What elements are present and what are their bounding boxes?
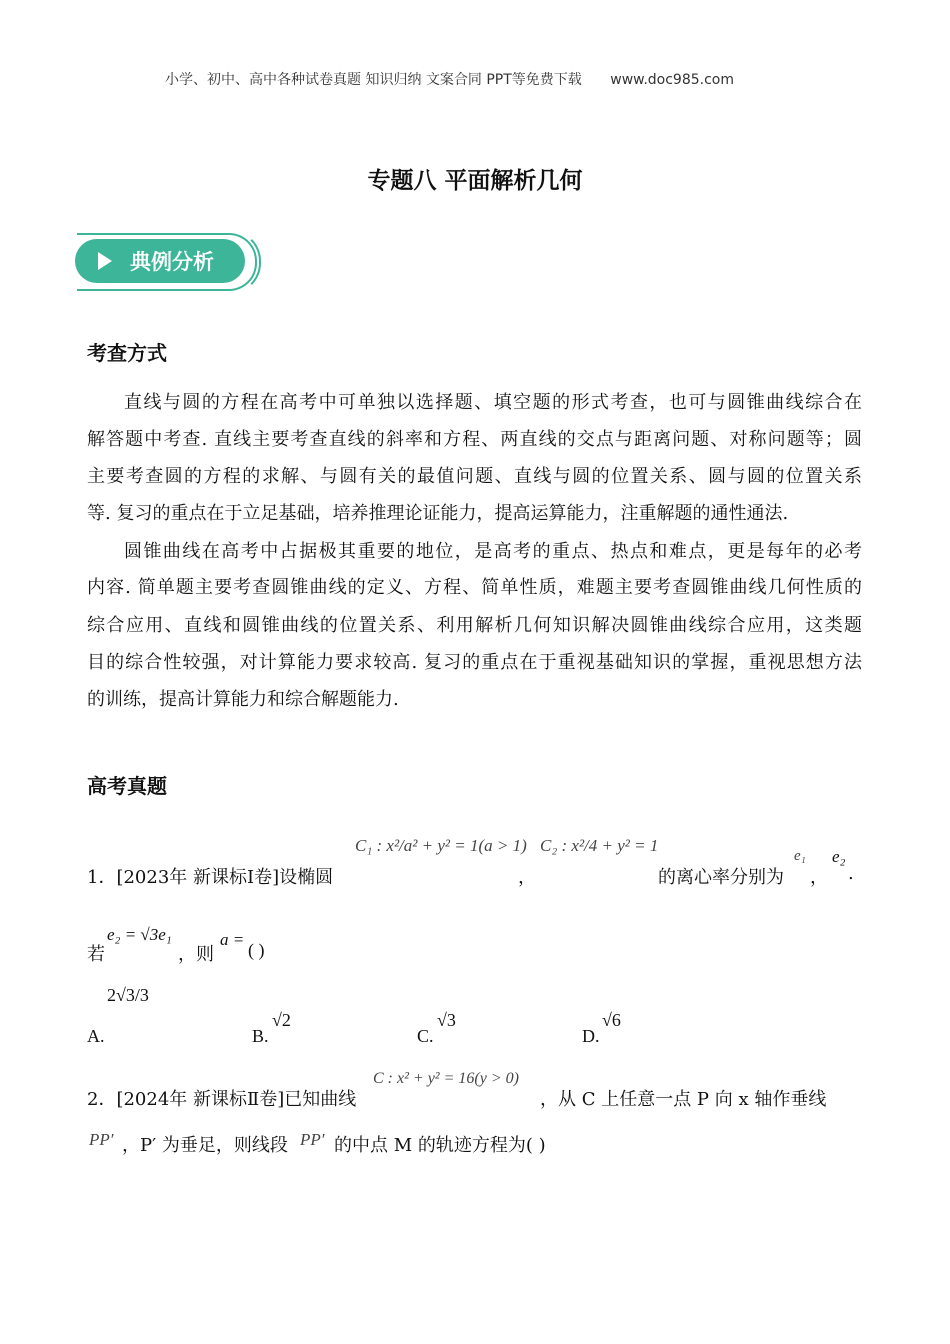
- q1-comma: ，: [518, 867, 536, 888]
- q2-rest3: 的中点 M 的轨迹方程为( ): [334, 1135, 546, 1156]
- q1-option-b-value: √2: [272, 1010, 291, 1030]
- paragraph-line: 的训练，提高计算能力和综合解题能力.: [87, 689, 399, 710]
- paragraph-line: 等. 复习的重点在于立足基础，培养推理论证能力，提高运算能力，注重解题的通性通法.: [87, 503, 789, 524]
- q1-ask: a =: [220, 930, 245, 949]
- q1-prefix: 1．[2023年 新课标Ⅰ卷]设椭圆: [87, 867, 334, 888]
- badge-label: 典例分析: [130, 250, 214, 274]
- q1-answer-paren: ( ): [248, 940, 265, 960]
- paragraph-line: 目的综合性较强，对计算能力要求较高. 复习的重点在于重视基础知识的掌握，重视思想方法: [87, 652, 862, 673]
- paragraph-line: 主要考查圆的方程的求解、与圆有关的最值问题、直线与圆的位置关系、圆与圆的位置关系: [87, 466, 862, 487]
- q1-then: ，则: [178, 944, 214, 965]
- play-icon: [98, 252, 112, 270]
- q1-option-d-value: √6: [602, 1010, 621, 1030]
- q1-ellipse-c2: C₂ : x²/4 + y² = 1: [540, 836, 659, 855]
- q1-ellipse-c1: C₁ : x²/a² + y² = 1(a > 1): [355, 836, 527, 855]
- q1-option-c-label[interactable]: C.: [417, 1026, 434, 1046]
- page-title: 专题八 平面解析几何: [367, 168, 583, 194]
- header-url[interactable]: www.doc985.com: [610, 72, 734, 88]
- paragraph-line: 圆锥曲线在高考中占据极其重要的地位，是高考的重点、热点和难点，更是每年的必考: [124, 541, 862, 562]
- q2-prefix: 2．[2024年 新课标Ⅱ卷]已知曲线: [87, 1089, 357, 1110]
- paragraph-line: 直线与圆的方程在高考中可单独以选择题、填空题的形式考查，也可与圆锥曲线综合在: [124, 392, 862, 413]
- q2-pp2: PP′: [300, 1130, 325, 1149]
- q2-rest1: ，从 C 上任意一点 P 向 x 轴作垂线: [540, 1089, 827, 1110]
- q2-rest2: ，P′ 为垂足，则线段: [122, 1135, 288, 1156]
- q1-if: 若: [87, 944, 105, 965]
- q1-option-a-label[interactable]: A.: [87, 1026, 105, 1046]
- q1-option-c-value: √3: [437, 1010, 456, 1030]
- q1-option-d-label[interactable]: D.: [582, 1026, 600, 1046]
- q1-condition: e₂ = √3e₁: [107, 925, 172, 944]
- q1-option-b-label[interactable]: B.: [252, 1026, 269, 1046]
- q1-mid-text: 的离心率分别为: [658, 867, 784, 888]
- q2-pp: PP′: [89, 1130, 114, 1149]
- header-text: 小学、初中、高中各种试卷真题 知识归纳 文案合同 PPT等免费下载: [165, 72, 582, 88]
- page-header: [165, 69, 734, 89]
- q1-option-a-value: 2√3/3: [107, 985, 149, 1005]
- document-page: 小学、初中、高中各种试卷真题 知识归纳 文案合同 PPT等免费下载 www.doc985.com 专题八 平面解析几何 典例分析 考查方式 直线与圆的方程在高考中可单独以选择题、填空题的形式考查，也可与圆锥曲线综合在 解答题中考查. 直线主要考查直线的斜率和方程、两直线的交点与距离问题、对称问题等；圆 主要考查圆的方程的求解、与圆有关的最值问题、直线与圆的位置关系、圆与圆的位置关系 等. 复习的重点在于立足基础，培养推理论证能力，提高运算能力，注重解题的通性通法. 圆锥曲线在高考中占据极其重要的地位，是高考的重点、热点和难点，更是每年的必考 内容. 简单题主要考查圆锥曲线的定义、方程、简单性质，难题主要考查圆锥曲线几何性质的 综合应用、直线和圆锥曲线的位置关系、利用解析几何知识解决圆锥曲线综合应用，这类题 目的综合性较强，对计算能力要求较高. 复习的重点在于重视基础知识的掌握，重视思想方法 的训练，提高计算能力和综合解题能力. 高考真题 1．[2023年 新课标Ⅰ卷]设椭圆 C₁ : x²/a² + y² = 1(a > 1) ， C₂ : x²/4 + y² = 1 的离心率分别为 e₁ ， e₂ . 若 e₂ = √3e₁ ，则 a = ( ) A. 2√3/3 B. √2 C. √3 D. √6 2．[2024年 新课标Ⅱ卷]已知曲线 C : x² + y² = 16(y > 0) ，从 C 上任意一点 P 向 x 轴作垂线 PP′ ，P′ 为垂足，则线段 PP′ 的中点 M 的轨迹方程为( ): [0, 0, 950, 1344]
- q1-e1: e₁: [794, 848, 806, 864]
- paragraph-line: 解答题中考查. 直线主要考查直线的斜率和方程、两直线的交点与距离问题、对称问题等；圆: [87, 429, 862, 450]
- section-badge: [75, 232, 259, 290]
- section-heading-exam-questions: 高考真题: [87, 774, 167, 798]
- section-heading-exam-method: 考查方式: [87, 341, 167, 365]
- paragraph-line: 内容. 简单题主要考查圆锥曲线的定义、方程、简单性质，难题主要考查圆锥曲线几何性质的: [87, 577, 862, 598]
- paragraph-line: 综合应用、直线和圆锥曲线的位置关系、利用解析几何知识解决圆锥曲线综合应用，这类题: [87, 615, 862, 636]
- q1-e2: e₂: [832, 847, 846, 866]
- q2-curve: C : x² + y² = 16(y > 0): [373, 1070, 519, 1087]
